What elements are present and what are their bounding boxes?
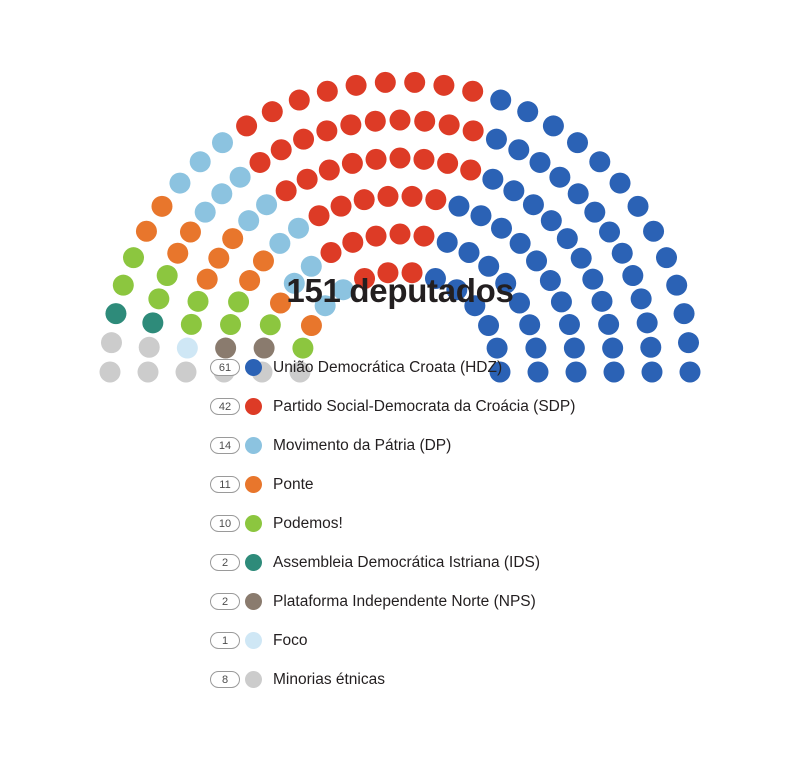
seat-dot	[167, 243, 188, 264]
legend-party-label: Ponte	[273, 475, 314, 493]
seat-dot	[271, 139, 292, 160]
seat-dot	[301, 315, 322, 336]
seat-dot	[309, 205, 330, 226]
legend-party-label: Partido Social-Democrata da Croácia (SDP)	[273, 397, 576, 415]
seat-dot	[482, 169, 503, 190]
seat-dot	[541, 210, 562, 231]
legend-item[interactable]	[210, 426, 770, 465]
total-seats-label: 151 deputados	[286, 272, 514, 309]
legend-item[interactable]	[210, 348, 770, 387]
seat-dot	[656, 247, 677, 268]
seat-dot	[486, 129, 507, 150]
seat-dot	[519, 314, 540, 335]
legend-color-swatch	[245, 671, 262, 688]
legend-item[interactable]	[210, 465, 770, 504]
seat-dot	[365, 111, 386, 132]
seat-dot	[526, 250, 547, 271]
legend-party-label: Foco	[273, 631, 308, 649]
seat-dot	[571, 248, 592, 269]
seat-dot	[169, 173, 190, 194]
legend-seat-count: 1	[210, 632, 240, 649]
seat-dot	[208, 248, 229, 269]
seat-dot	[269, 233, 290, 254]
seat-dot	[491, 218, 512, 239]
seat-dot	[136, 221, 157, 242]
seat-dot	[366, 149, 387, 170]
seat-dot	[375, 72, 396, 93]
seat-dot	[222, 228, 243, 249]
seat-dot	[321, 242, 342, 263]
seat-dot	[448, 196, 469, 217]
seat-dot	[212, 132, 233, 153]
legend-item[interactable]	[210, 543, 770, 582]
seat-dot	[101, 332, 122, 353]
seat-dot	[297, 169, 318, 190]
legend-color-swatch	[245, 476, 262, 493]
legend-color-swatch	[245, 593, 262, 610]
seat-dot	[567, 132, 588, 153]
legend-color-swatch	[245, 632, 262, 649]
seat-dot	[584, 202, 605, 223]
seat-dot	[628, 196, 649, 217]
legend-seat-count: 61	[210, 359, 240, 376]
seat-dot	[181, 314, 202, 335]
seat-dot	[342, 232, 363, 253]
seat-dot	[211, 183, 232, 204]
seat-dot	[413, 149, 434, 170]
legend-party-label: Assembleia Democrática Istriana (IDS)	[273, 553, 541, 571]
seat-dot	[230, 167, 251, 188]
legend-item[interactable]	[210, 582, 770, 621]
seat-dot	[180, 222, 201, 243]
seat-dot	[236, 115, 257, 136]
seat-dot	[643, 221, 664, 242]
seat-dot	[390, 148, 411, 169]
seat-dot	[262, 101, 283, 122]
seat-dot	[549, 167, 570, 188]
legend-item[interactable]	[210, 660, 770, 699]
legend-color-swatch	[245, 398, 262, 415]
legend-seat-count: 10	[210, 515, 240, 532]
seat-dot	[402, 186, 423, 207]
seat-dot	[293, 129, 314, 150]
seat-dot	[342, 153, 363, 174]
seat-dot	[503, 180, 524, 201]
legend-item[interactable]	[210, 621, 770, 660]
seat-dot	[331, 196, 352, 217]
legend-color-swatch	[245, 554, 262, 571]
legend-item[interactable]	[210, 504, 770, 543]
seat-dot	[460, 160, 481, 181]
seat-dot	[190, 151, 211, 172]
legend-color-swatch	[245, 515, 262, 532]
seat-dot	[559, 314, 580, 335]
seat-dot	[366, 226, 387, 247]
seat-dot	[390, 224, 411, 245]
seat-dot	[470, 205, 491, 226]
seat-dot	[288, 218, 309, 239]
legend	[210, 348, 770, 699]
seat-dot	[238, 210, 259, 231]
seat-dot	[377, 186, 398, 207]
legend-seat-count: 14	[210, 437, 240, 454]
legend-seat-count: 8	[210, 671, 240, 688]
seat-dot	[610, 173, 631, 194]
seat-dot	[568, 183, 589, 204]
seat-dot	[195, 202, 216, 223]
seat-dot	[612, 243, 633, 264]
seat-dot	[637, 312, 658, 333]
seat-dot	[316, 120, 337, 141]
seat-dot	[390, 110, 411, 131]
seat-dot	[598, 314, 619, 335]
seat-dot	[414, 111, 435, 132]
legend-color-swatch	[245, 359, 262, 376]
seat-dot	[340, 114, 361, 135]
seat-dot	[437, 232, 458, 253]
seat-dot	[256, 194, 277, 215]
seat-dot	[139, 337, 160, 358]
legend-party-label: Minorias étnicas	[273, 670, 385, 688]
seat-dot	[220, 314, 241, 335]
seat-dot	[123, 247, 144, 268]
seat-dot	[599, 222, 620, 243]
seat-dot	[463, 120, 484, 141]
seat-dot	[276, 180, 297, 201]
seat-dot	[490, 90, 511, 111]
seat-dot	[176, 362, 197, 383]
legend-seat-count: 2	[210, 593, 240, 610]
legend-seat-count: 2	[210, 554, 240, 571]
seat-dot	[517, 101, 538, 122]
seat-dot	[289, 90, 310, 111]
seat-dot	[437, 153, 458, 174]
legend-seat-count: 42	[210, 398, 240, 415]
seat-dot	[253, 250, 274, 271]
seat-dot	[508, 139, 529, 160]
seat-dot	[142, 312, 163, 333]
seat-dot	[510, 233, 531, 254]
seat-dot	[346, 75, 367, 96]
seat-dot	[250, 152, 271, 173]
seat-dot	[100, 362, 121, 383]
seat-dot	[177, 338, 198, 359]
seat-dot	[404, 72, 425, 93]
seat-dot	[317, 81, 338, 102]
legend-party-label: Plataforma Independente Norte (NPS)	[273, 592, 536, 610]
seat-dot	[354, 189, 375, 210]
legend-party-label: União Democrática Croata (HDZ)	[273, 358, 503, 376]
seat-dot	[530, 152, 551, 173]
seat-dot	[425, 189, 446, 210]
seat-dot	[462, 81, 483, 102]
legend-color-swatch	[245, 437, 262, 454]
seat-dot	[151, 196, 172, 217]
seat-dot	[413, 226, 434, 247]
legend-seat-count: 11	[210, 476, 240, 493]
seat-dot	[260, 314, 281, 335]
seat-dot	[439, 114, 460, 135]
seat-dot	[523, 194, 544, 215]
legend-item[interactable]	[210, 387, 770, 426]
seat-dot	[589, 151, 610, 172]
legend-party-label: Movimento da Pátria (DP)	[273, 436, 452, 454]
seat-dot	[319, 160, 340, 181]
seat-dot	[433, 75, 454, 96]
seat-dot	[138, 362, 159, 383]
seat-dot	[459, 242, 480, 263]
legend-party-label: Podemos!	[273, 514, 343, 532]
seat-dot	[478, 315, 499, 336]
seat-dot	[543, 115, 564, 136]
seat-dot	[557, 228, 578, 249]
